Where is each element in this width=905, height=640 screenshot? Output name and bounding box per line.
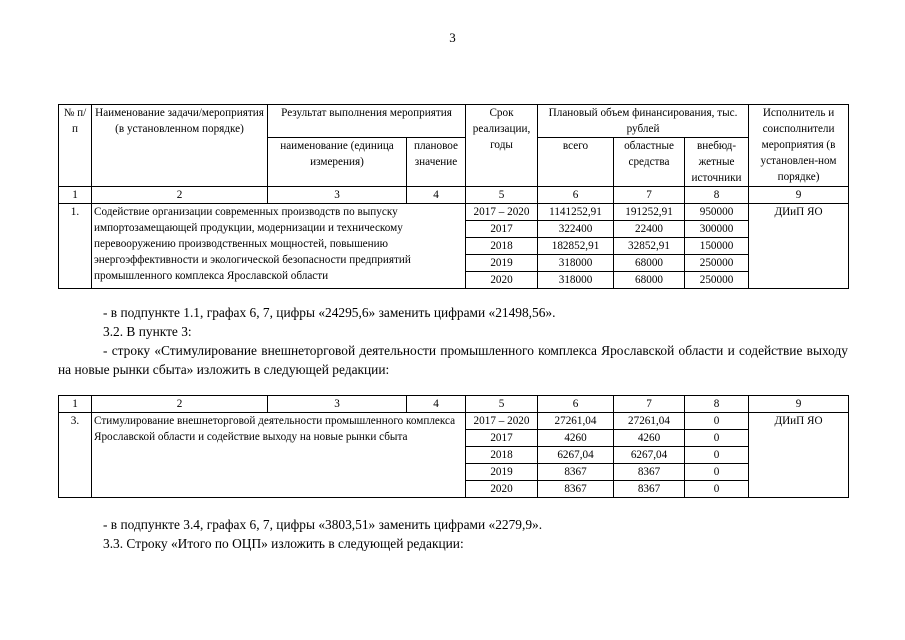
col-number: 7 (614, 396, 685, 413)
col-number: 5 (466, 187, 538, 204)
header-term: Срок реализации, годы (466, 105, 538, 187)
offbudget-cell: 250000 (685, 272, 749, 289)
offbudget-cell: 950000 (685, 204, 749, 221)
total-cell: 318000 (538, 272, 614, 289)
offbudget-cell: 0 (685, 447, 749, 464)
financing-table-2 (58, 395, 849, 498)
col-number: 6 (538, 187, 614, 204)
col-number: 3 (268, 396, 407, 413)
regional-cell: 8367 (614, 481, 685, 498)
col-number: 6 (538, 396, 614, 413)
offbudget-cell: 0 (685, 481, 749, 498)
header-fin-offbudget: внебюд-жетные источники (685, 138, 749, 187)
year-cell: 2019 (466, 255, 538, 272)
year-cell: 2018 (466, 238, 538, 255)
offbudget-cell: 0 (685, 430, 749, 447)
item-name: Содействие организации современных производств по выпуску импортозамещающей продукции, модернизации и техническому перевооружению производственных мощностей, повышению энергоэффективности и экологической безопасности предприятий промышленного комплекса Ярославской области (92, 204, 466, 289)
col-number: 7 (614, 187, 685, 204)
col-number: 8 (685, 396, 749, 413)
col-number: 9 (749, 396, 849, 413)
header-fin-regional: областные средства (614, 138, 685, 187)
offbudget-cell: 0 (685, 464, 749, 481)
header-num: № п/п (59, 105, 92, 187)
year-cell: 2017 – 2020 (466, 413, 538, 430)
total-cell: 4260 (538, 430, 614, 447)
column-number-row (59, 187, 849, 204)
year-cell: 2017 (466, 221, 538, 238)
total-cell: 27261,04 (538, 413, 614, 430)
column-number-row (59, 396, 849, 413)
regional-cell: 22400 (614, 221, 685, 238)
year-cell: 2017 – 2020 (466, 204, 538, 221)
regional-cell: 68000 (614, 255, 685, 272)
regional-cell: 6267,04 (614, 447, 685, 464)
table-row (59, 204, 849, 221)
page-number: 3 (449, 30, 456, 45)
col-number: 8 (685, 187, 749, 204)
year-cell: 2018 (466, 447, 538, 464)
total-cell: 182852,91 (538, 238, 614, 255)
regional-cell: 191252,91 (614, 204, 685, 221)
year-cell: 2017 (466, 430, 538, 447)
year-cell: 2019 (466, 464, 538, 481)
total-cell: 6267,04 (538, 447, 614, 464)
total-cell: 1141252,91 (538, 204, 614, 221)
col-number: 3 (268, 187, 407, 204)
col-number: 9 (749, 187, 849, 204)
regional-cell: 32852,91 (614, 238, 685, 255)
item-name: Стимулирование внешнеторговой деятельности промышленного комплекса Ярославской области и содействие выходу на новые рынки сбыта (92, 413, 466, 498)
header-result: Результат выполнения мероприятия (268, 105, 466, 138)
total-cell: 8367 (538, 481, 614, 498)
col-number: 2 (92, 187, 268, 204)
executor-cell: ДИиП ЯО (749, 204, 849, 289)
regional-cell: 27261,04 (614, 413, 685, 430)
col-number: 1 (59, 187, 92, 204)
header-result-plan: плановое значение (407, 138, 466, 187)
total-cell: 322400 (538, 221, 614, 238)
header-task: Наименование задачи/мероприятия (в установленном порядке) (92, 105, 268, 187)
header-finance: Плановый объем финансирования, тыс. рублей (538, 105, 749, 138)
total-cell: 8367 (538, 464, 614, 481)
header-executor: Исполнитель и соисполнители мероприятия (в установлен-ном порядке) (749, 105, 849, 187)
header-fin-total: всего (538, 138, 614, 187)
table-row (59, 413, 849, 430)
col-number: 1 (59, 396, 92, 413)
paragraph-replace-3-4: - в подпункте 3.4, графах 6, 7, цифры «3803,51» заменить цифрами «2279,9». (103, 517, 543, 532)
header-result-name: наименование (единица измерения) (268, 138, 407, 187)
col-number: 4 (407, 396, 466, 413)
paragraph-replace-1-1: - в подпункте 1.1, графах 6, 7, цифры «24295,6» заменить цифрами «21498,56». (103, 305, 556, 320)
item-num: 3. (59, 413, 92, 498)
offbudget-cell: 300000 (685, 221, 749, 238)
year-cell: 2020 (466, 481, 538, 498)
item-num: 1. (59, 204, 92, 289)
offbudget-cell: 250000 (685, 255, 749, 272)
total-cell: 318000 (538, 255, 614, 272)
col-number: 2 (92, 396, 268, 413)
regional-cell: 8367 (614, 464, 685, 481)
offbudget-cell: 150000 (685, 238, 749, 255)
paragraph-point-3-3: 3.3. Строку «Итого по ОЦП» изложить в следующей редакции: (103, 536, 464, 551)
col-number: 4 (407, 187, 466, 204)
paragraph-point-3-2: 3.2. В пункте 3: (103, 324, 192, 339)
executor-cell: ДИиП ЯО (749, 413, 849, 498)
paragraph-line-change: - строку «Стимулирование внешнеторговой деятельности промышленного комплекса Ярославской области и содействие выходу на новые рынки сбыта» изложить в следующей редакции: (58, 343, 848, 377)
regional-cell: 4260 (614, 430, 685, 447)
year-cell: 2020 (466, 272, 538, 289)
financing-table-1 (58, 104, 849, 289)
col-number: 5 (466, 396, 538, 413)
offbudget-cell: 0 (685, 413, 749, 430)
regional-cell: 68000 (614, 272, 685, 289)
